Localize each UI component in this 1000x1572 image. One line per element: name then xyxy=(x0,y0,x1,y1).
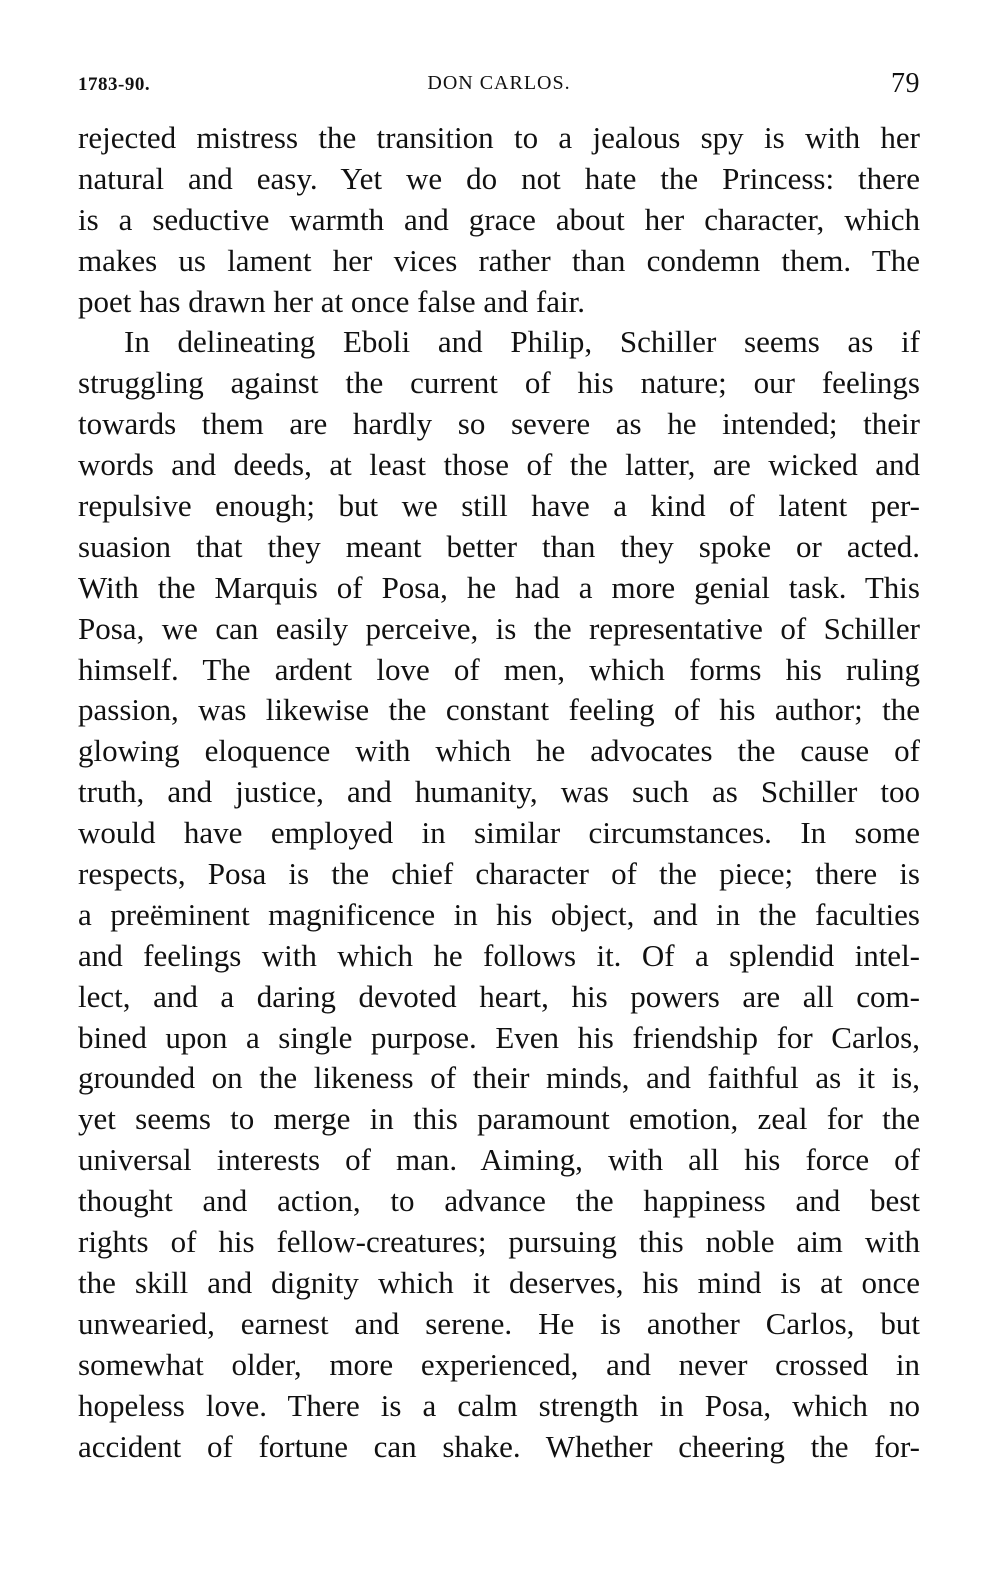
page-number: 79 xyxy=(891,68,920,99)
text-line: grounded on the likeness of their minds, and faithful as it is, xyxy=(78,1060,920,1096)
paragraph-2 xyxy=(78,322,920,1467)
body-text xyxy=(78,118,920,1467)
text-line: With the Marquis of Posa, he had a more genial task. This xyxy=(78,569,920,605)
text-line: hopeless love. There is a calm strength in Posa, which no xyxy=(78,1387,920,1423)
text-line: struggling against the current of his nature; our feelings xyxy=(78,365,920,401)
text-line: In delineating Eboli and Philip, Schiller seems as if xyxy=(124,324,920,360)
book-page xyxy=(78,60,920,1467)
text-line: words and deeds, at least those of the latter, are wicked and xyxy=(78,447,920,483)
text-line: poet has drawn her at once false and fair. xyxy=(78,283,585,319)
text-line: respects, Posa is the chief character of the piece; there is xyxy=(78,856,920,892)
text-line: rejected mistress the transition to a jealous spy is with her xyxy=(78,120,920,155)
text-line: passion, was likewise the constant feeling of his author; the xyxy=(78,692,920,728)
text-line: yet seems to merge in this paramount emotion, zeal for the xyxy=(78,1101,920,1137)
text-line: lect, and a daring devoted heart, his powers are all com- xyxy=(78,978,920,1014)
text-line: accident of fortune can shake. Whether cheering the for- xyxy=(78,1428,920,1464)
text-line: truth, and justice, and humanity, was such as Schiller too xyxy=(78,774,920,810)
paragraph-1 xyxy=(78,118,920,322)
text-line: bined upon a single purpose. Even his friendship for Carlos, xyxy=(78,1019,920,1055)
text-line: makes us lament her vices rather than condemn them. The xyxy=(78,242,920,278)
text-line: somewhat older, more experienced, and never crossed in xyxy=(78,1346,920,1382)
text-line: glowing eloquence with which he advocates the cause of xyxy=(78,733,920,769)
text-line: Posa, we can easily perceive, is the representative of Schiller xyxy=(78,610,920,646)
text-line: towards them are hardly so severe as he intended; their xyxy=(78,406,920,442)
text-line: suasion that they meant better than they spoke or acted. xyxy=(78,528,920,564)
text-line: unwearied, earnest and serene. He is another Carlos, but xyxy=(78,1305,920,1341)
header-years: 1783-90. xyxy=(78,74,151,95)
text-line: repulsive enough; but we still have a kind of latent per- xyxy=(78,488,920,524)
text-line: a preëminent magnificence in his object, and in the faculties xyxy=(78,896,920,932)
text-line: is a seductive warmth and grace about her character, which xyxy=(78,201,920,237)
text-line: universal interests of man. Aiming, with all his force of xyxy=(78,1142,920,1178)
running-head xyxy=(78,60,920,100)
text-line: the skill and dignity which it deserves, his mind is at once xyxy=(78,1264,920,1300)
text-line: thought and action, to advance the happiness and best xyxy=(78,1183,920,1219)
text-line: would have employed in similar circumstances. In some xyxy=(78,815,920,851)
text-line: natural and easy. Yet we do not hate the Princess: there xyxy=(78,160,920,196)
header-title: DON CARLOS. xyxy=(427,72,571,94)
text-line: and feelings with which he follows it. Of a splendid intel- xyxy=(78,937,920,973)
text-line: rights of his fellow-creatures; pursuing this noble aim with xyxy=(78,1224,920,1260)
text-line: himself. The ardent love of men, which forms his ruling xyxy=(78,651,920,687)
